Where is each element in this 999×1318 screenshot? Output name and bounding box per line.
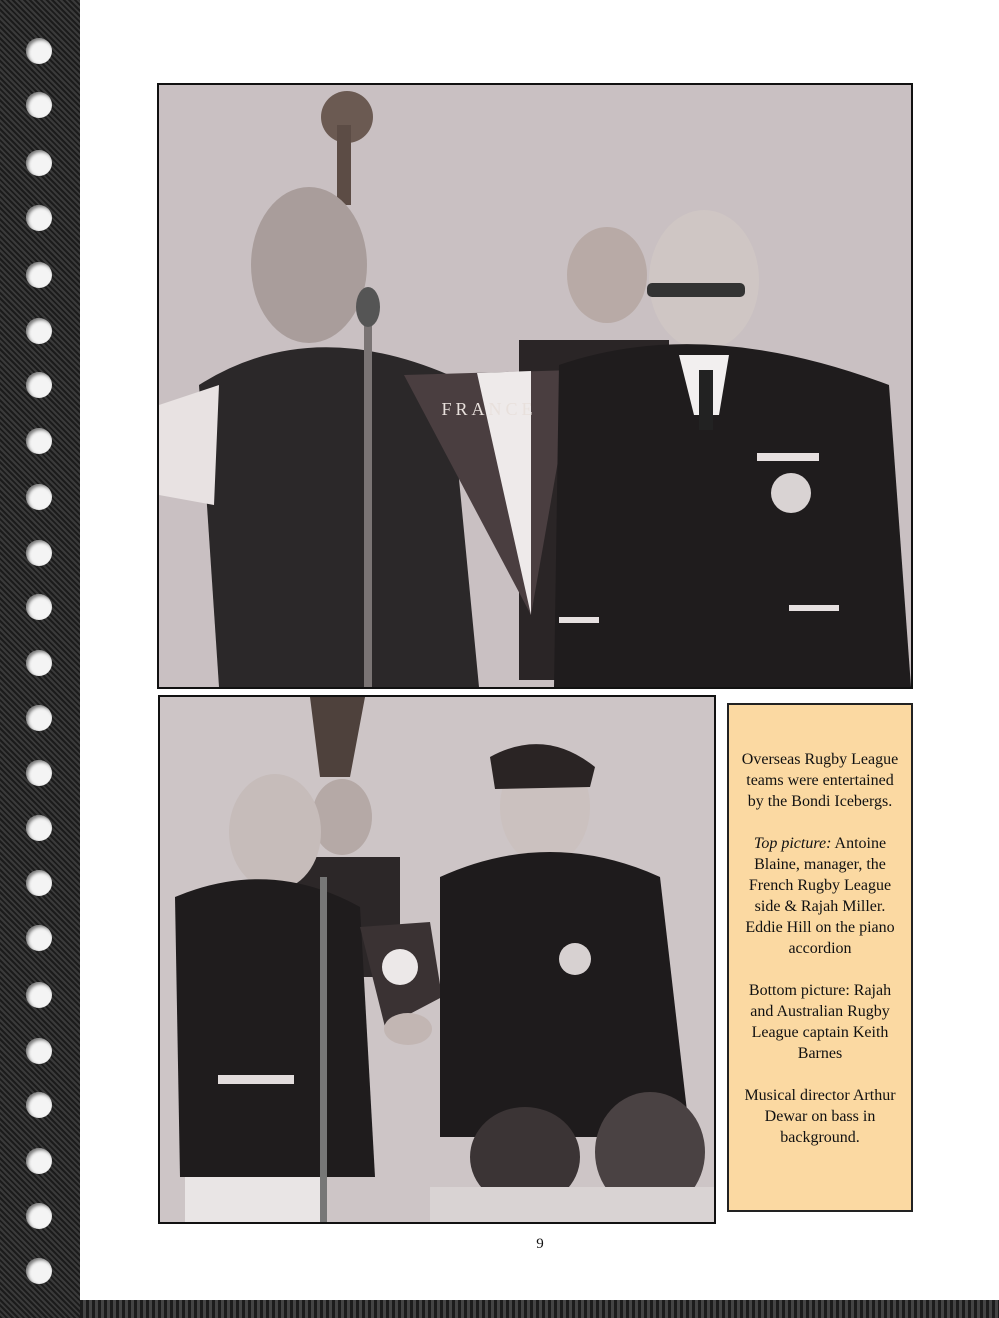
caption-top-picture [737,833,903,959]
punch-hole [26,1038,52,1064]
page-number: 9 [536,1236,544,1252]
punch-hole [26,262,52,288]
caption-top-text: Antoine Blaine, manager, the French Rugby League side & Rajah Miller. Eddie Hill on the piano accordion [745,835,895,957]
top-photo [157,83,913,689]
punch-hole [26,205,52,231]
punch-hole [26,1148,52,1174]
punch-hole [26,150,52,176]
pennant-text: FRANCE [441,399,537,419]
caption-intro: Overseas Rugby League teams were entertained by the Bondi Icebergs. [741,751,899,810]
punch-hole [26,428,52,454]
punch-hole [26,594,52,620]
punch-hole [26,650,52,676]
bottom-photo [158,695,716,1224]
punch-hole [26,760,52,786]
punch-hole [26,484,52,510]
punch-hole [26,1258,52,1284]
punch-hole [26,540,52,566]
old-man-blazer [175,879,375,1177]
punch-hole [26,815,52,841]
blazer-crest [559,943,591,975]
blazer-badge [771,473,811,513]
handshake [384,1013,432,1045]
caption-musical-director: Musical director Arthur Dewar on bass in background. [744,1087,896,1146]
punch-hole [26,1092,52,1118]
caption-box [727,703,913,1212]
binder-bottom-edge [80,1300,999,1318]
binder-strip [0,0,80,1318]
punch-hole [26,705,52,731]
old-man-head [229,774,321,890]
punch-hole [26,372,52,398]
punch-hole [26,982,52,1008]
top-photo-illustration [159,85,911,687]
punch-hole [26,92,52,118]
caption-top-label: Top picture: [753,835,832,852]
microphone-stand [364,295,372,687]
bottom-photo-illustration [160,697,714,1222]
man-right-blazer [554,344,911,687]
punch-hole [26,318,52,344]
caption-bottom-picture: Bottom picture: Rajah and Australian Rugby League captain Keith Barnes [748,982,892,1062]
man-right-head [649,210,759,350]
punch-hole [26,925,52,951]
man-left-head [251,187,367,343]
punch-hole [26,870,52,896]
punch-hole [26,1203,52,1229]
punch-hole [26,38,52,64]
